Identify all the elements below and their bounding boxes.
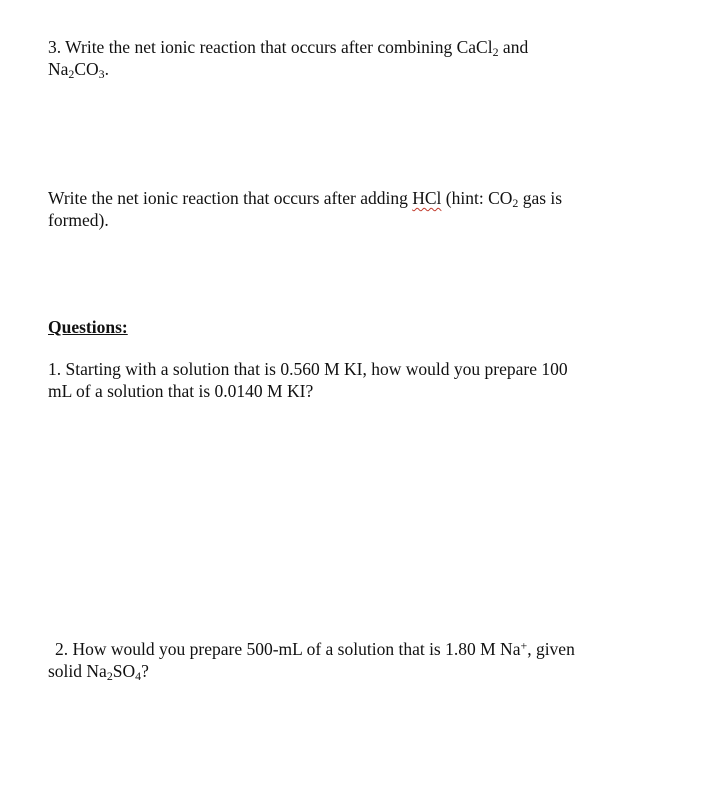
question-3-line-2: $Na_2CO_3$. [48, 59, 109, 81]
question-3 [48, 36, 648, 80]
question-2-line-1: 2. How would you prepare 500-mL of a solution that is 1.80 M Na+, given [55, 638, 575, 659]
questions-heading: Questions: [48, 317, 128, 337]
question-1 [48, 358, 648, 402]
hcl-question-line-1: Write the net ionic reaction that occurs after adding HCl (hint: $CO_2$ gas is [48, 188, 563, 210]
question-1-line-1: 1. Starting with a solution that is 0.560 M KI, how would you prepare 100 [48, 359, 568, 379]
question-1-line-2: mL of a solution that is 0.0140 M KI? [48, 381, 314, 401]
spellcheck-flagged-word[interactable]: HCl [412, 188, 442, 208]
question-3-line-1: 3. Write the net ionic reaction that occurs after combining CaCl$_2$ and [48, 37, 529, 59]
question-2 [48, 638, 648, 682]
hcl-question [48, 187, 648, 231]
question-2-line-2: solid $Na_2SO_4$? [48, 661, 149, 683]
hcl-question-line-2: formed). [48, 210, 109, 230]
